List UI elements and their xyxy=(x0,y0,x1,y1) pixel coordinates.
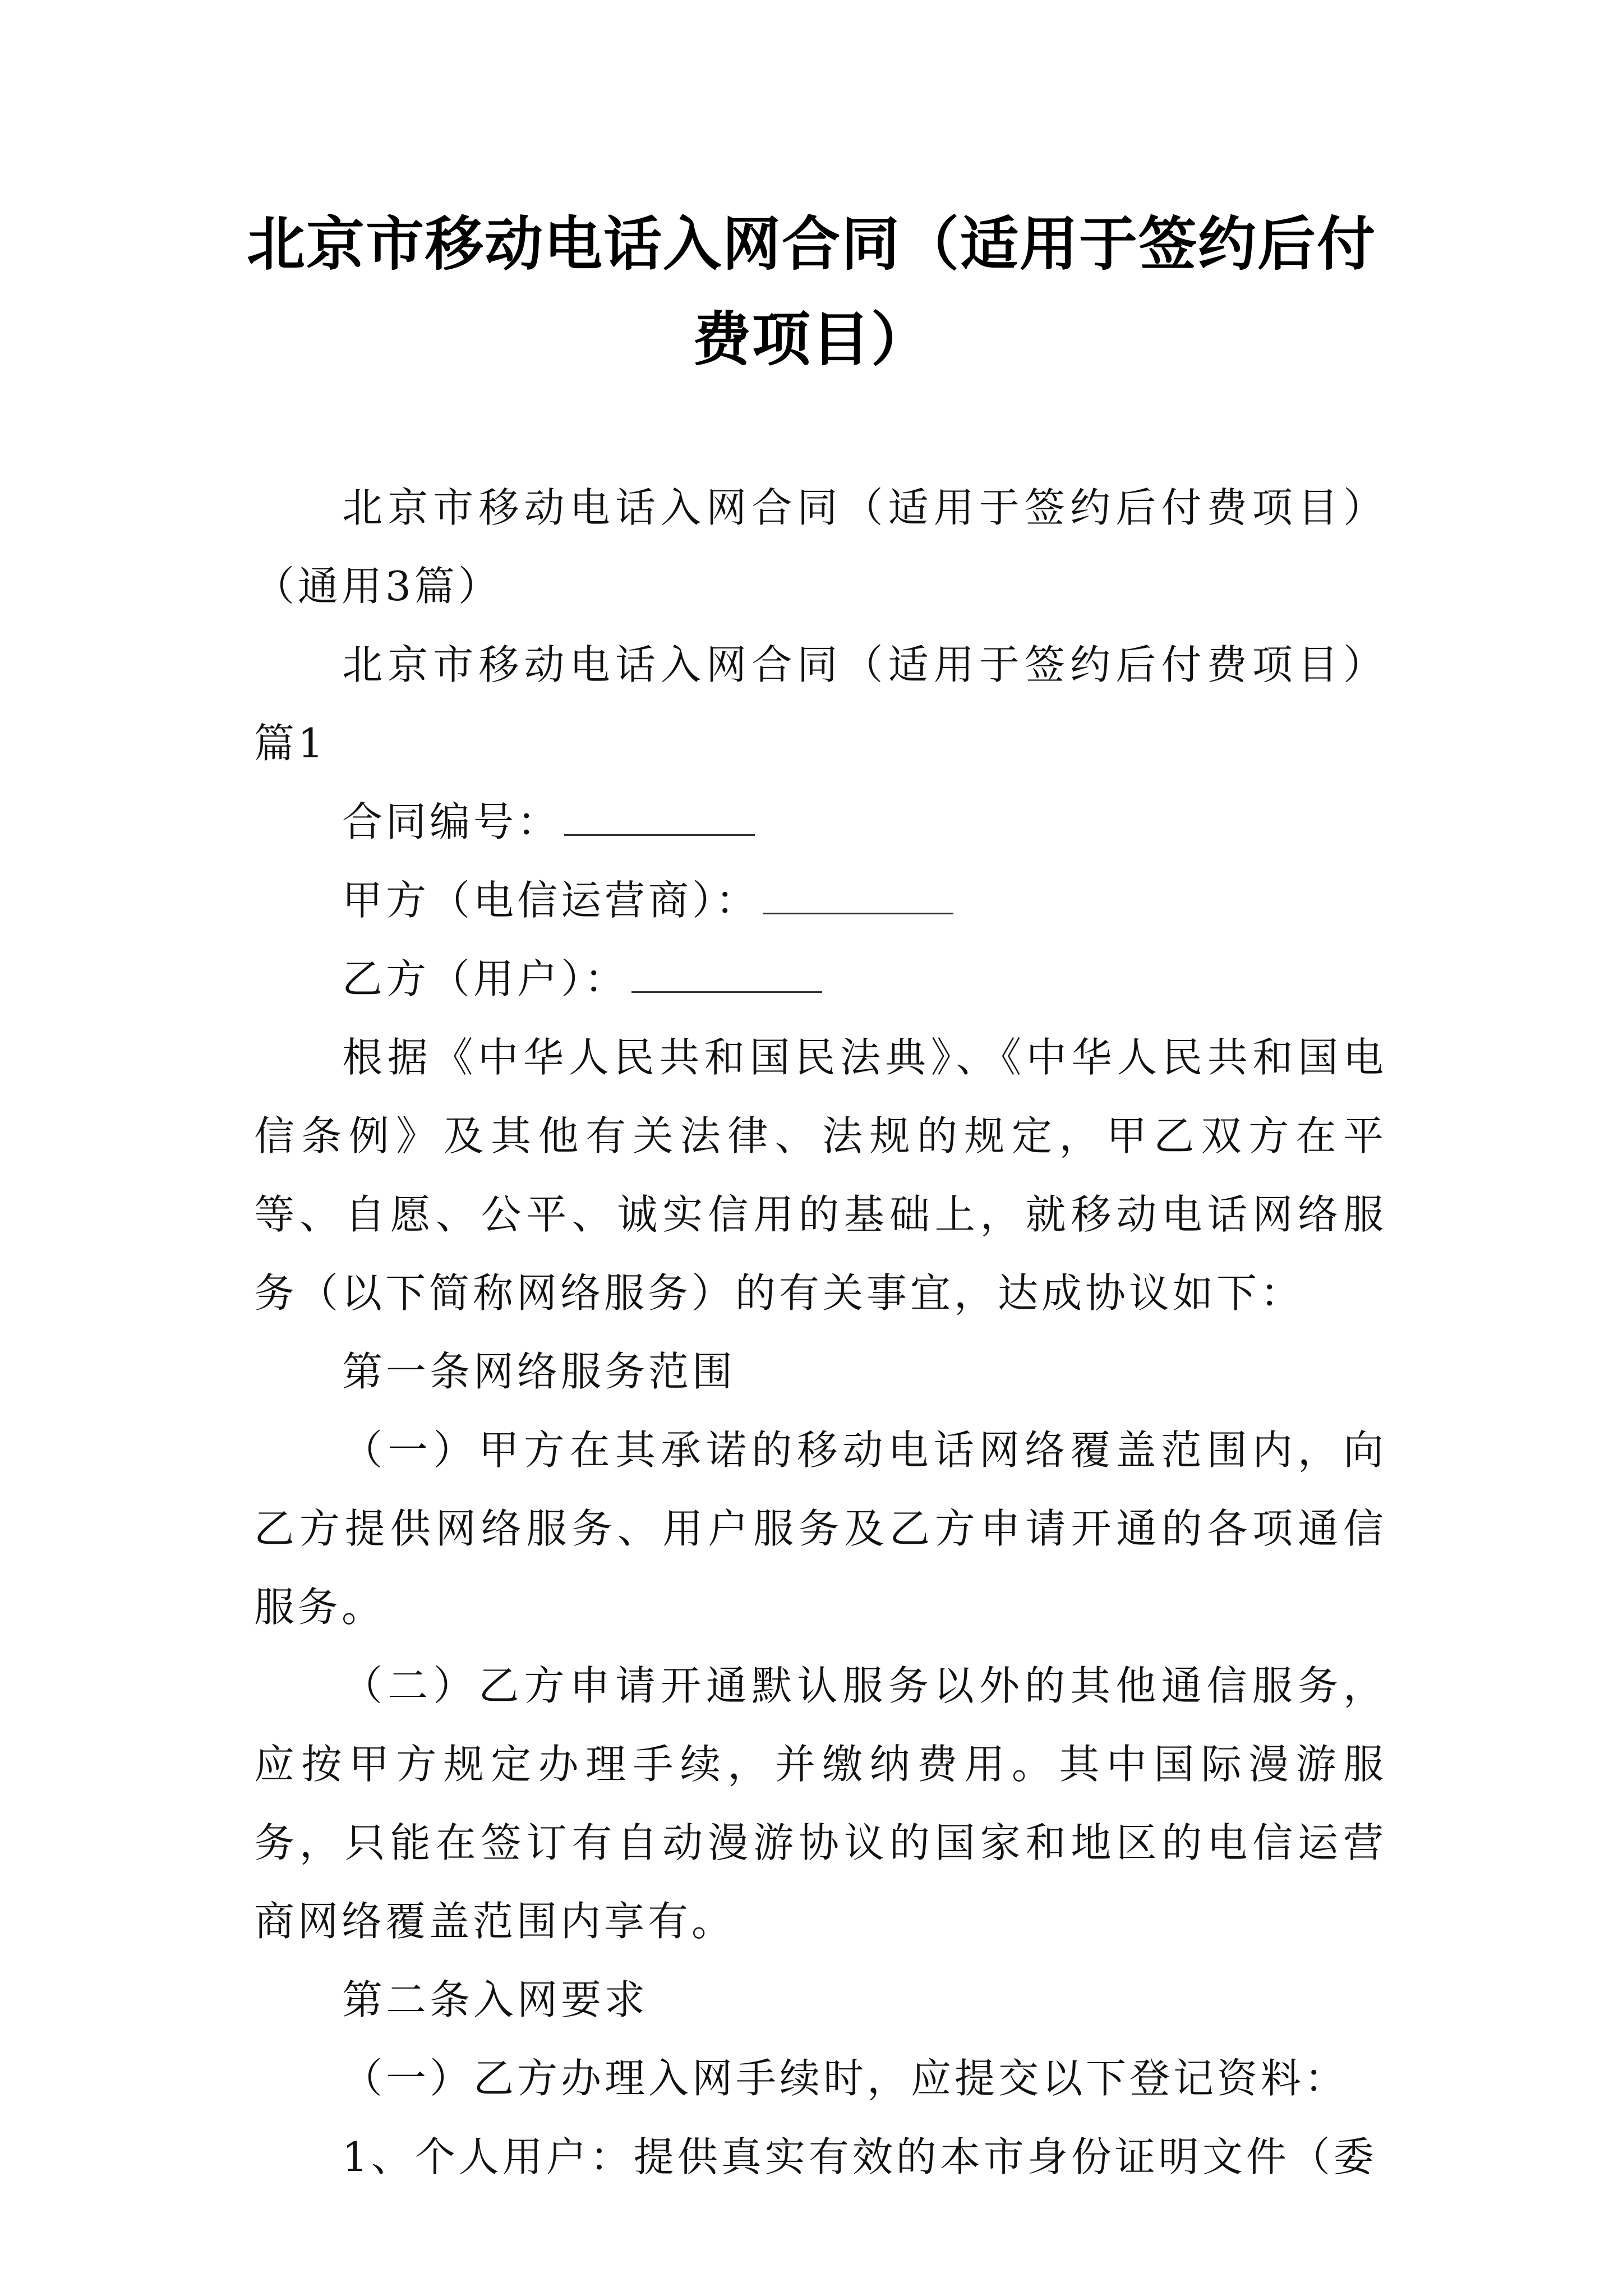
document-title: 北京市移动电话入网合同（适用于签约后付费项目） xyxy=(246,210,1376,374)
article-1-clause-2: （二）乙方申请开通默认服务以外的其他通信服务，应按甲方规定办理手续，并缴纳费用。其中国际漫游服务，只能在签订有自动漫游协议的国家和地区的电信运营商网络覆盖范围内享有。 xyxy=(254,1662,1387,1945)
section-heading-part-1: 北京市移动电话入网合同（适用于签约后付费项目）篇1 xyxy=(254,641,1387,767)
article-1-heading: 第一条网络服务范围 xyxy=(342,1348,736,1395)
preamble-paragraph: 根据《中华人民共和国民法典》、《中华人民共和国电信条例》及其他有关法律、法规的规定，甲乙双方在平等、自愿、公平、诚实信用的基础上，就移动电话网络服务（以下简称网络服务）的有关事宜，达成协议如下： xyxy=(254,1034,1387,1317)
party-b-label: 乙方（用户）： xyxy=(342,955,629,1002)
document-body xyxy=(254,468,1387,2196)
party-a-line xyxy=(254,861,1387,940)
party-a-label: 甲方（电信运营商）： xyxy=(342,877,760,924)
contract-number-line xyxy=(254,783,1387,861)
party-b-line xyxy=(254,940,1387,1018)
article-1-clause-1: （一）甲方在其承诺的移动电话网络覆盖范围内，向乙方提供网络服务、用户服务及乙方申请开通的各项通信服务。 xyxy=(254,1427,1387,1631)
party-b-blank[interactable] xyxy=(631,952,822,993)
article-2-item-1: 1、个人用户：提供真实有效的本市身份证明文件（委 xyxy=(342,2133,1377,2180)
article-2-heading: 第二条入网要求 xyxy=(342,1976,649,2023)
article-2-clause-1: （一）乙方办理入网手续时，应提交以下登记资料： xyxy=(342,2055,1349,2102)
contract-number-label: 合同编号： xyxy=(342,798,561,845)
contract-number-blank[interactable] xyxy=(564,795,755,836)
doc-subtitle-paragraph: 北京市移动电话入网合同（适用于签约后付费项目）（通用3篇） xyxy=(254,484,1387,610)
party-a-blank[interactable] xyxy=(763,873,953,914)
